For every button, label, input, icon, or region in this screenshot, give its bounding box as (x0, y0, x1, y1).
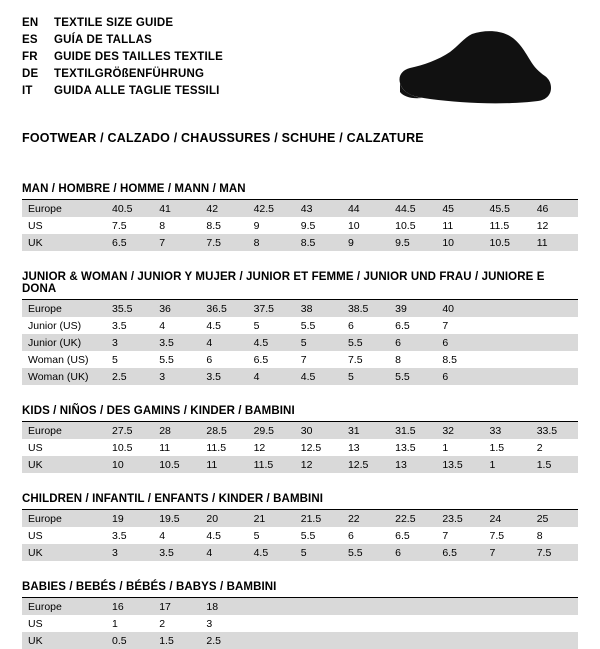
row-label: Europe (22, 510, 106, 527)
cell: 45 (436, 200, 483, 217)
cell: 10 (347, 219, 360, 232)
cell: 35.5 (106, 300, 153, 317)
cell: 3.5 (200, 368, 247, 385)
cell: 2.5 (106, 368, 153, 385)
row-label: Woman (UK) (22, 368, 106, 385)
cell: 9 (253, 219, 260, 232)
cell: 2 (536, 441, 543, 454)
cell: 22 (342, 510, 389, 527)
cell (389, 632, 436, 649)
cell: 7.5 (200, 234, 247, 251)
cell: 4.5 (206, 319, 221, 332)
cell: 38.5 (342, 300, 389, 317)
cell: 10 (436, 234, 483, 251)
cell: 5 (342, 368, 389, 385)
cell: 6 (389, 334, 436, 351)
row-label: Junior (US) (28, 319, 82, 332)
cell (531, 632, 578, 649)
table-row (22, 456, 578, 473)
cell: 5.5 (342, 544, 389, 561)
cell: 3.5 (153, 544, 200, 561)
language-code: ES (22, 34, 38, 46)
cell: 4.5 (206, 529, 221, 542)
cell: 31 (342, 422, 389, 439)
cell: 44 (342, 200, 389, 217)
cell: 44.5 (389, 200, 436, 217)
cell: 37.5 (248, 300, 295, 317)
cell: 23.5 (436, 510, 483, 527)
section-title: JUNIOR & WOMAN / JUNIOR Y MUJER / JUNIOR ET FEMME / JUNIOR UND FRAU / JUNIORE E DONA (22, 271, 578, 300)
cell: 8.5 (442, 353, 457, 366)
cell: 5 (253, 319, 260, 332)
cell: 11.5 (206, 441, 227, 454)
cell (342, 598, 389, 615)
cell: 0.5 (106, 632, 153, 649)
cell: 5.5 (389, 368, 436, 385)
cell: 5.5 (300, 319, 316, 332)
cell: 46 (531, 200, 578, 217)
section-man (22, 183, 578, 251)
cell: 13 (347, 441, 360, 454)
cell (531, 351, 578, 368)
cell: 6.5 (395, 529, 410, 542)
cell: 2 (159, 617, 166, 630)
cell (531, 598, 578, 615)
cell: 7 (484, 544, 531, 561)
cell: 6.5 (436, 544, 483, 561)
row-label: Junior (UK) (22, 334, 106, 351)
cell: 40.5 (106, 200, 153, 217)
section-title: KIDS / NIÑOS / DES GAMINS / KINDER / BAMBINI (22, 405, 578, 422)
cell: 1 (442, 441, 449, 454)
section-junior-woman (22, 271, 578, 385)
cell: 12.5 (300, 441, 322, 454)
section-babies (22, 581, 578, 649)
cell: 4 (159, 319, 166, 332)
cell (484, 615, 531, 632)
cell: 5 (112, 353, 118, 366)
cell (295, 615, 342, 632)
cell: 40 (436, 300, 483, 317)
language-row (22, 50, 223, 65)
cell: 12.5 (342, 456, 389, 473)
cell: 6.5 (395, 319, 410, 332)
section-children (22, 493, 578, 561)
table-row (22, 334, 578, 351)
cell (531, 615, 578, 632)
cell: 6.5 (253, 353, 269, 366)
cell: 21 (248, 510, 295, 527)
cell: 13 (389, 456, 436, 473)
cell: 5 (295, 334, 342, 351)
cell: 3 (106, 334, 153, 351)
row-label: UK (22, 632, 106, 649)
row-label: US (28, 441, 43, 454)
cell: 7.5 (347, 353, 363, 366)
section-title: BABIES / BEBÉS / BÉBÉS / BABYS / BAMBINI (22, 581, 578, 598)
table-row (22, 632, 578, 649)
cell: 3 (153, 368, 200, 385)
cell: 12 (253, 441, 266, 454)
cell: 1 (484, 456, 531, 473)
cell: 12 (295, 456, 342, 473)
cell: 10 (106, 456, 153, 473)
cell: 28.5 (200, 422, 247, 439)
cell: 3 (106, 544, 153, 561)
cell: 4.5 (248, 334, 295, 351)
dress-shoe-icon (372, 28, 552, 114)
cell: 4 (200, 334, 247, 351)
cell: 11 (159, 441, 171, 454)
cell (531, 300, 578, 317)
language-row (22, 84, 223, 99)
cell (484, 368, 531, 385)
cell: 4 (248, 368, 295, 385)
row-label: Europe (22, 300, 106, 317)
row-label: Europe (22, 422, 106, 439)
cell (248, 632, 295, 649)
cell: 4 (200, 544, 247, 561)
cell: 45.5 (484, 200, 531, 217)
cell (389, 615, 436, 632)
row-label: UK (22, 544, 106, 561)
cell (484, 334, 531, 351)
cell: 10.5 (395, 219, 416, 232)
table-row (22, 351, 578, 368)
language-title: GUÍA DE TALLAS (54, 34, 152, 46)
cell: 42.5 (248, 200, 295, 217)
cell: 8 (536, 529, 543, 542)
cell: 19.5 (153, 510, 200, 527)
language-list (22, 16, 223, 99)
cell (436, 632, 483, 649)
cell: 8.5 (206, 219, 221, 232)
cell: 12 (536, 219, 549, 232)
cell: 25 (531, 510, 578, 527)
cell: 1.5 (489, 441, 505, 454)
cell: 18 (200, 598, 247, 615)
language-code: DE (22, 68, 39, 80)
cell (389, 598, 436, 615)
cell: 4.5 (295, 368, 342, 385)
cell (484, 598, 531, 615)
cell: 11 (200, 456, 247, 473)
row-label: Woman (US) (28, 353, 89, 366)
section-title: CHILDREN / INFANTIL / ENFANTS / KINDER / BAMBINI (22, 493, 578, 510)
cell: 1.5 (531, 456, 578, 473)
cell (484, 317, 531, 334)
cell: 31.5 (389, 422, 436, 439)
cell: 8.5 (295, 234, 342, 251)
row-label: Europe (22, 200, 106, 217)
table-row (22, 317, 578, 334)
table-row (22, 439, 578, 456)
cell (248, 598, 295, 615)
cell: 4.5 (248, 544, 295, 561)
cell: 7.5 (489, 529, 505, 542)
row-label: UK (22, 456, 106, 473)
cell: 21.5 (295, 510, 342, 527)
size-table (22, 422, 578, 473)
cell: 11 (442, 219, 454, 232)
cell (342, 632, 389, 649)
cell: 39 (389, 300, 436, 317)
table-row (22, 615, 578, 632)
cell: 7 (442, 529, 449, 542)
cell: 10.5 (112, 441, 133, 454)
cell: 6 (389, 544, 436, 561)
cell: 20 (200, 510, 247, 527)
cell: 3.5 (112, 529, 127, 542)
cell (484, 351, 531, 368)
table-row (22, 200, 578, 217)
cell: 10.5 (484, 234, 531, 251)
cell: 3 (206, 617, 213, 630)
table-row (22, 510, 578, 527)
cell: 7 (442, 319, 449, 332)
row-label: US (28, 617, 43, 630)
language-row (22, 33, 223, 48)
cell: 11.5 (489, 219, 510, 232)
cell: 11 (531, 234, 578, 251)
cell: 22.5 (389, 510, 436, 527)
language-code: IT (22, 85, 33, 97)
cell: 13.5 (436, 456, 483, 473)
cell: 43 (295, 200, 342, 217)
cell: 7.5 (112, 219, 127, 232)
size-table (22, 300, 578, 385)
cell: 36 (153, 300, 200, 317)
row-label: UK (22, 234, 106, 251)
header (22, 16, 578, 114)
cell (295, 598, 342, 615)
table-row (22, 598, 578, 615)
cell (484, 300, 531, 317)
row-label: Europe (22, 598, 106, 615)
cell: 24 (484, 510, 531, 527)
cell: 29.5 (248, 422, 295, 439)
cell: 5 (295, 544, 342, 561)
cell: 5.5 (342, 334, 389, 351)
cell: 6 (436, 368, 483, 385)
cell: 10.5 (153, 456, 200, 473)
row-label: US (28, 219, 43, 232)
cell: 9 (342, 234, 389, 251)
cell: 19 (106, 510, 153, 527)
cell (484, 632, 531, 649)
cell (436, 598, 483, 615)
cell: 6.5 (106, 234, 153, 251)
language-title: TEXTILGRÖßENFÜHRUNG (54, 68, 205, 80)
section-kids (22, 405, 578, 473)
cell (531, 368, 578, 385)
language-title: TEXTILE SIZE GUIDE (54, 17, 174, 29)
cell: 42 (200, 200, 247, 217)
table-row (22, 368, 578, 385)
cell (436, 615, 483, 632)
cell: 4 (159, 529, 166, 542)
cell: 7 (153, 234, 200, 251)
cell: 28 (153, 422, 200, 439)
cell (295, 632, 342, 649)
cell: 6 (436, 334, 483, 351)
cell: 6 (347, 319, 354, 332)
table-row (22, 422, 578, 439)
cell: 38 (295, 300, 342, 317)
cell: 3.5 (153, 334, 200, 351)
cell: 27.5 (106, 422, 153, 439)
cell: 36.5 (200, 300, 247, 317)
table-row (22, 544, 578, 561)
cell: 9.5 (389, 234, 436, 251)
cell (531, 334, 578, 351)
cell: 11.5 (248, 456, 295, 473)
footwear-heading: FOOTWEAR / CALZADO / CHAUSSURES / SCHUHE / CALZATURE (22, 131, 424, 145)
cell: 2.5 (200, 632, 247, 649)
cell: 7.5 (531, 544, 578, 561)
cell: 41 (153, 200, 200, 217)
cell: 1.5 (153, 632, 200, 649)
cell (342, 615, 389, 632)
size-table (22, 200, 578, 251)
language-row (22, 67, 223, 82)
table-row (22, 234, 578, 251)
cell: 6 (347, 529, 354, 542)
cell: 13.5 (395, 441, 416, 454)
cell: 6 (206, 353, 213, 366)
language-title: GUIDE DES TAILLES TEXTILE (54, 51, 223, 63)
language-code: EN (22, 17, 39, 29)
cell: 17 (153, 598, 200, 615)
cell: 9.5 (300, 219, 316, 232)
cell: 16 (106, 598, 153, 615)
table-row (22, 300, 578, 317)
cell (248, 615, 295, 632)
table-row (22, 527, 578, 544)
cell: 7 (300, 353, 307, 366)
size-table (22, 510, 578, 561)
row-label: US (28, 529, 43, 542)
cell: 8 (395, 353, 401, 366)
section-title: MAN / HOMBRE / HOMME / MANN / MAN (22, 183, 578, 200)
cell: 5 (253, 529, 260, 542)
language-code: FR (22, 51, 38, 63)
cell: 5.5 (300, 529, 316, 542)
cell: 30 (295, 422, 342, 439)
cell: 3.5 (112, 319, 127, 332)
cell: 33 (484, 422, 531, 439)
cell: 8 (159, 219, 166, 232)
cell: 5.5 (159, 353, 174, 366)
cell: 33.5 (531, 422, 578, 439)
language-row (22, 16, 223, 31)
cell: 1 (112, 617, 118, 630)
table-row (22, 217, 578, 234)
cell: 8 (248, 234, 295, 251)
cell (531, 317, 578, 334)
size-table (22, 598, 578, 649)
language-title: GUIDA ALLE TAGLIE TESSILI (54, 85, 220, 97)
cell: 32 (436, 422, 483, 439)
